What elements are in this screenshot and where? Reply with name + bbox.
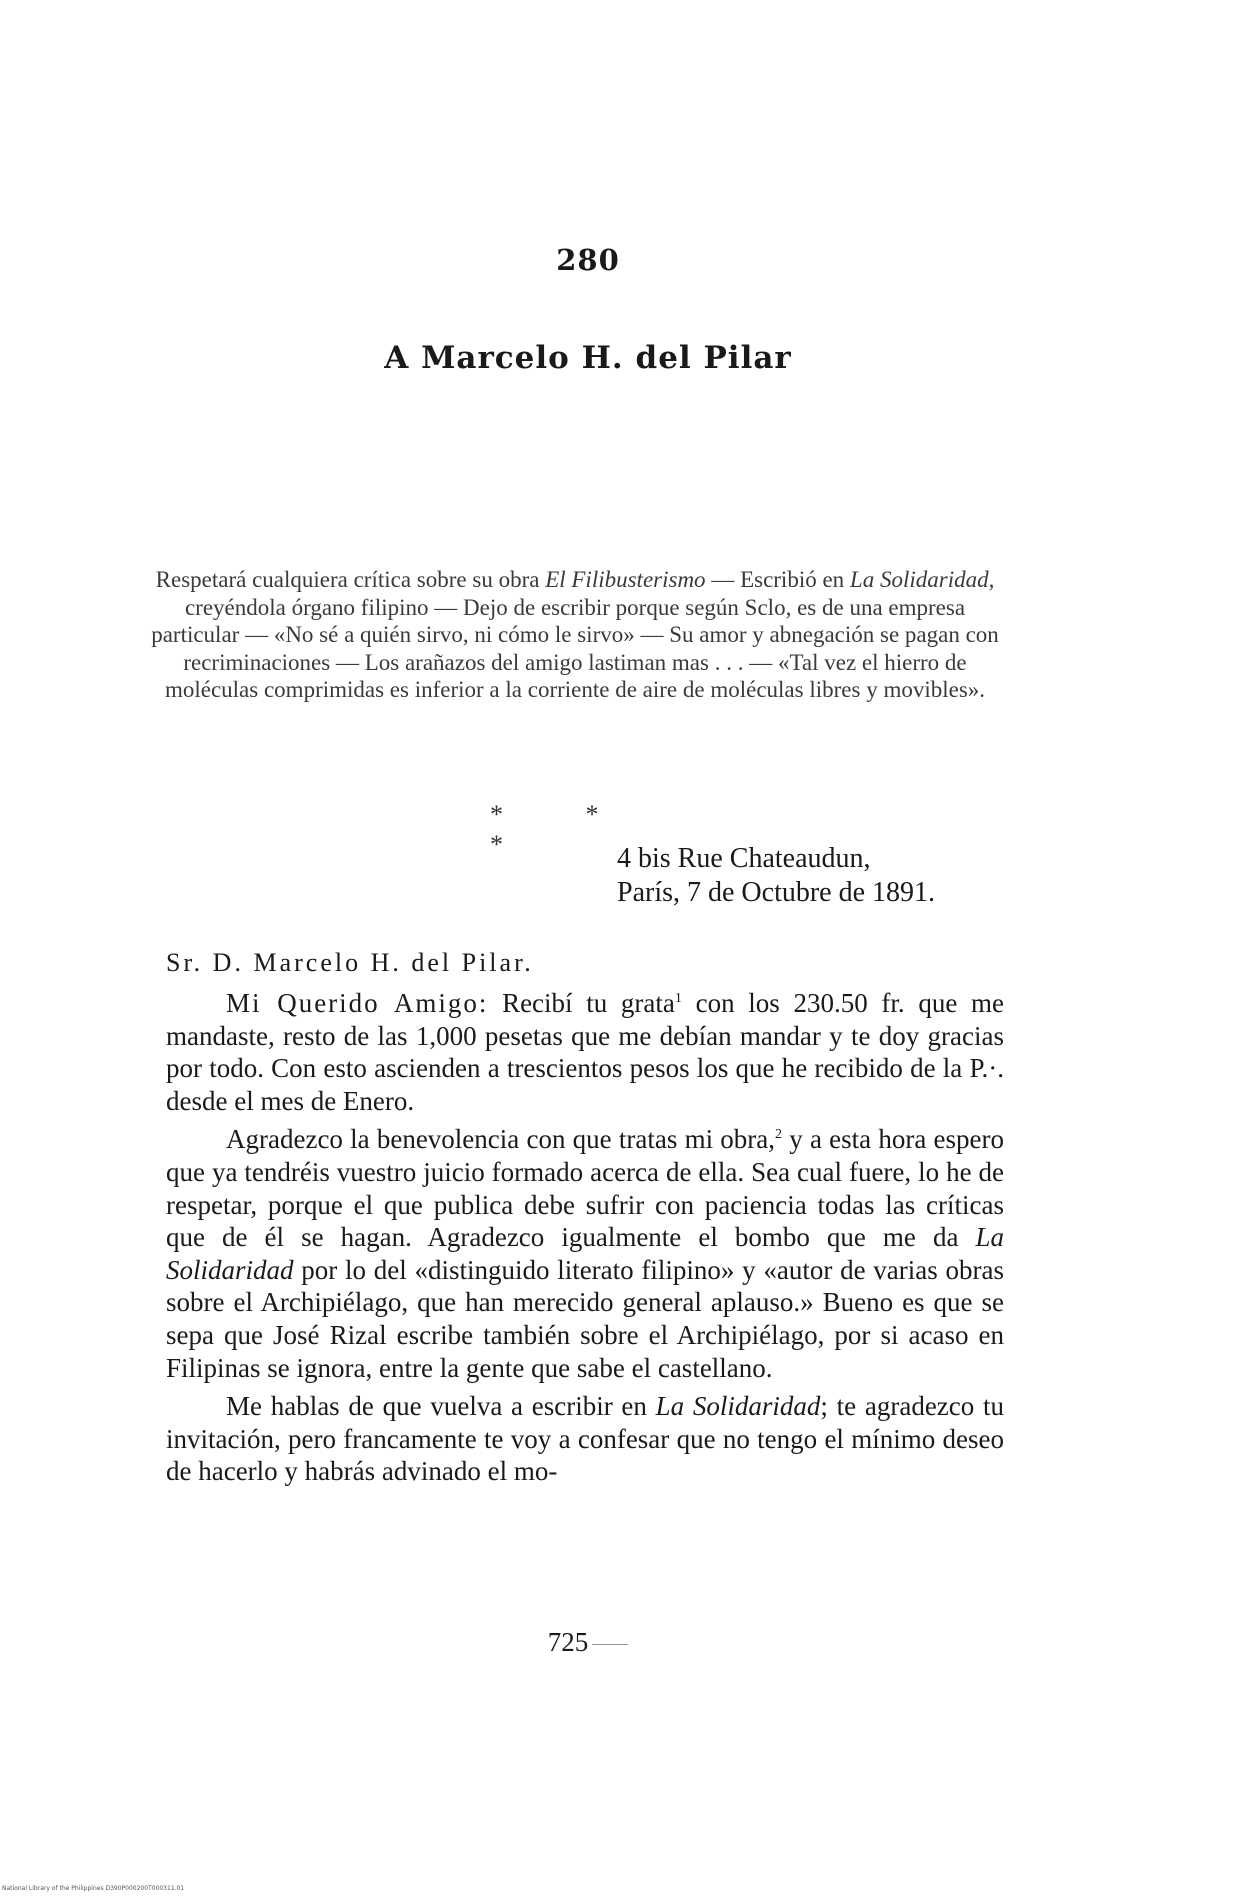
paragraph-1-text-1: Recibí tu grata: [488, 988, 675, 1018]
summary-text-1: Respetará cualquiera crítica sobre su obra: [155, 567, 546, 592]
letter-title: A Marcelo H. del Pilar: [384, 340, 792, 376]
summary-italic-2: La Solidaridad,: [849, 567, 995, 592]
paragraph-3-italic: La Solidaridad: [655, 1391, 821, 1422]
paragraph-2-italic: La Solidaridad: [166, 1222, 1004, 1285]
paragraph-3: [166, 1390, 1004, 1488]
section-separator: * * *: [490, 800, 637, 859]
folio-rule: [592, 1644, 628, 1645]
greeting: Mi Querido Amigo:: [226, 988, 489, 1018]
paragraph-2-text-2: y a esta hora espero que ya tendréis vuestro juicio formado acerca de ella. Sea cual fuere, lo he de respetar, porque el que publica debe sufrir con paciencia todas las críticas que de él se hagan. Agradezco igualmente el bombo que me da: [166, 1124, 1004, 1253]
letter-summary: [150, 566, 1000, 704]
paragraph-1-text-2: con los 230.50 fr. que me mandaste, resto de las 1,000 pesetas que me debían mandar y te doy gracias por todo. Con esto ascienden a trescientos pesos los que he recibido de la P.·. desde el mes de Enero.: [166, 988, 1004, 1116]
address-line-1: 4 bis Rue Chateaudun,: [617, 843, 871, 874]
paragraph-3-text-1: Me hablas de que vuelva a escribir en: [226, 1391, 656, 1422]
footer-credit: National Library of the Philippines D390P000200T000311.01: [2, 1885, 185, 1892]
salutation: Sr. D. Marcelo H. del Pilar.: [166, 948, 534, 977]
paragraph-3-text-2: ; te agradezco tu invitación, pero francamente te voy a confesar que no tengo el mínimo deseo de hacerlo y habrás advinado el mo-: [166, 1391, 1005, 1487]
paragraph-2: [166, 1123, 1004, 1384]
letter-address: [617, 842, 1037, 910]
summary-italic-1: El Filibusterismo: [545, 567, 706, 592]
address-line-2: París, 7 de Octubre de 1891.: [617, 877, 936, 908]
folio-number: [0, 1627, 1176, 1658]
summary-text-2: — Escribió en: [705, 567, 850, 592]
footnote-ref-1: 1: [674, 991, 682, 1006]
paragraph-2-text-1: Agradezco la benevolencia con que tratas mi obra,: [226, 1124, 776, 1155]
footnote-ref-2: 2: [775, 1127, 783, 1143]
letter-body: [166, 987, 1004, 1494]
page-number: 280: [556, 243, 620, 277]
summary-text-3: creyéndola órgano filipino — Dejo de escribir porque según Sclo, es de una empresa particular — «No sé a quién sirvo, ni cómo le sirvo» — Su amor y abnegación se pagan con recriminaciones — Los arañazos del amigo lastiman mas . . . — «Tal vez el hierro de moléculas comprimidas es inferior a la corriente de aire de moléculas libres y movibles».: [151, 594, 999, 703]
folio-text: 725: [547, 1627, 589, 1657]
paragraph-2-text-3: por lo del «distinguido literato filipino» y «autor de varias obras sobre el Archipiélago, que han merecido general aplauso.» Bueno es que se sepa que José Rizal escribe también sobre el Archipiélago, por si acaso en Filipinas se ignora, entre la gente que sabe el castellano.: [166, 1254, 1004, 1383]
paragraph-1: [166, 987, 1004, 1117]
